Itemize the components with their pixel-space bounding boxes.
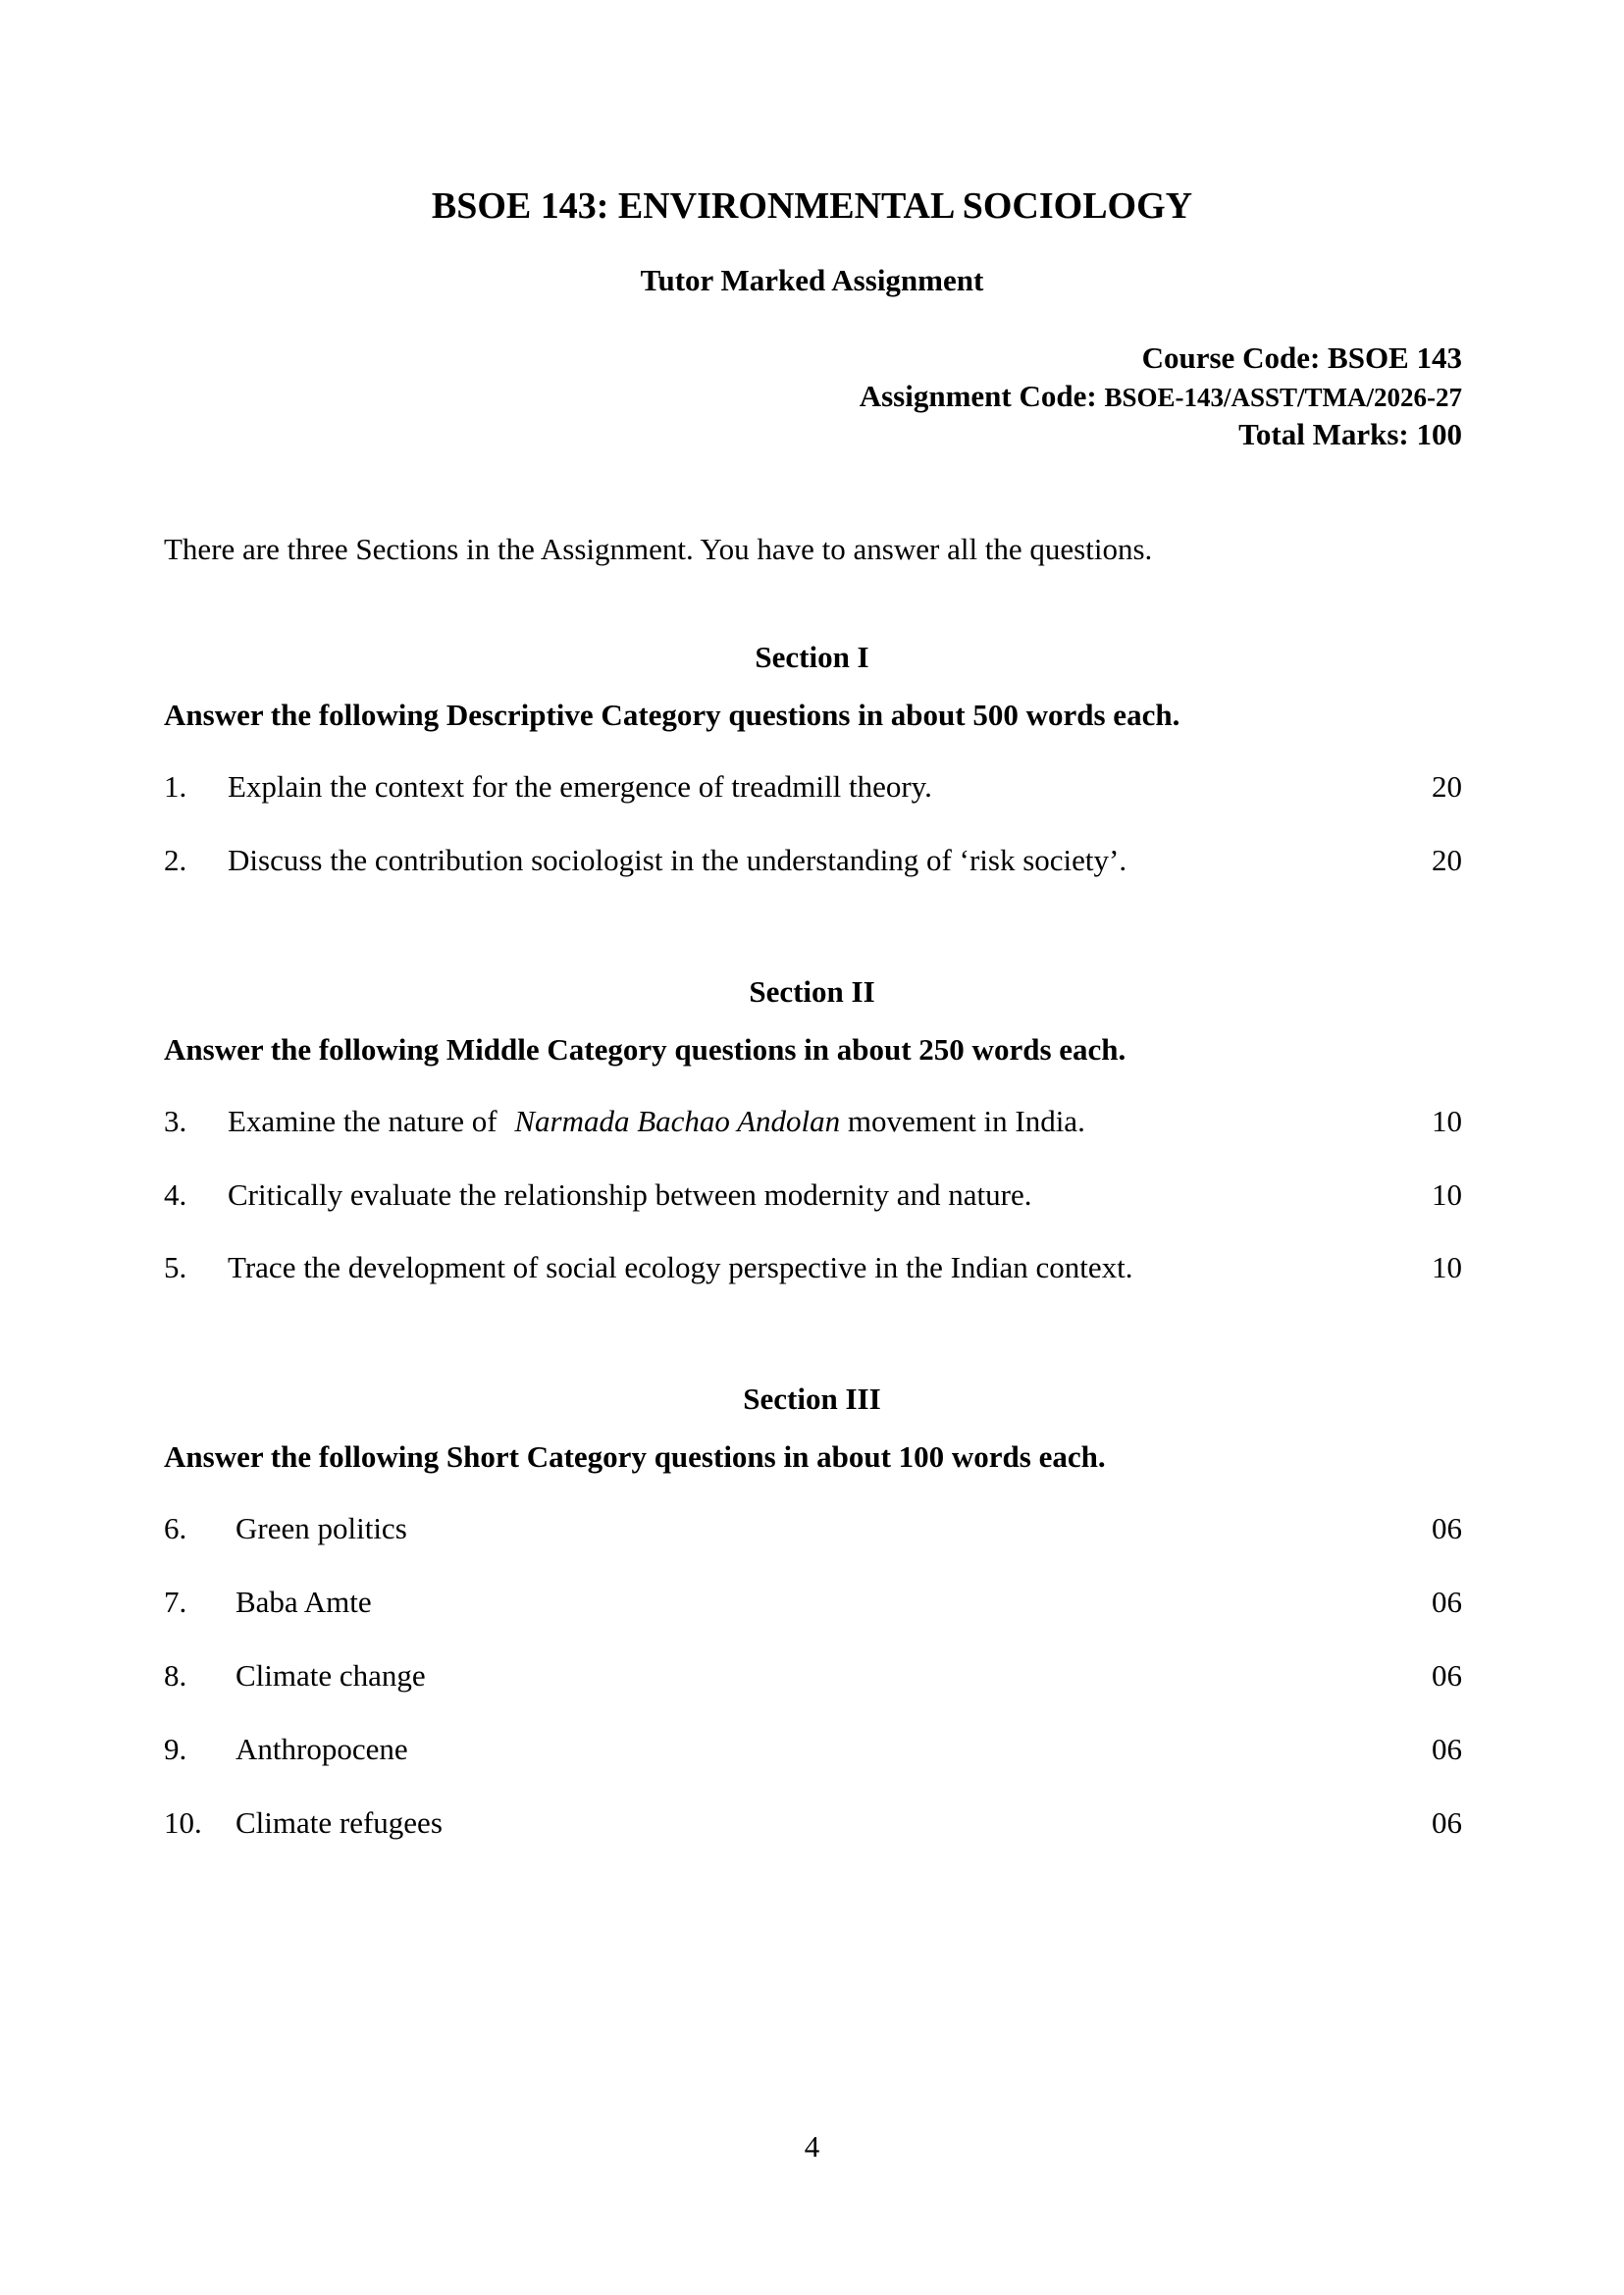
question-marks: 06 [1432,1732,1462,1766]
document-subtitle: Tutor Marked Assignment [640,263,984,297]
question-row [164,1658,1462,1697]
question-number: 5. [164,1250,187,1284]
question-text: Anthropocene [236,1732,408,1766]
question-text: Discuss the contribution sociologist in the understanding of ‘risk society’. [228,843,1127,877]
question-marks: 10 [1432,1177,1462,1212]
question-row [164,769,1462,808]
question-number: 8. [164,1658,187,1693]
course-code: Course Code: BSOE 143 [1141,340,1462,375]
section-instruction: Answer the following Middle Category questions in about 250 words each. [164,1032,1126,1067]
section-heading: Section I [755,640,869,674]
question-text: Baba Amte [236,1585,372,1619]
question-text: Trace the development of social ecology perspective in the Indian context. [228,1250,1133,1284]
section-heading: Section II [749,974,875,1009]
question-number: 10. [164,1805,202,1840]
section-instruction: Answer the following Short Category questions in about 100 words each. [164,1439,1106,1474]
question-marks: 06 [1432,1585,1462,1619]
question-number: 4. [164,1177,187,1212]
question-row [164,1177,1462,1217]
document-title: BSOE 143: ENVIRONMENTAL SOCIOLOGY [431,185,1193,227]
question-number: 1. [164,769,187,804]
question-marks: 06 [1432,1658,1462,1693]
question-marks: 06 [1432,1511,1462,1545]
section-heading: Section III [743,1382,881,1416]
assignment-code [860,379,1462,414]
question-text [228,1104,1085,1139]
question-marks: 10 [1432,1250,1462,1284]
question-row [164,1585,1462,1624]
question-marks: 20 [1432,769,1462,804]
question-marks: 20 [1432,843,1462,877]
question-row [164,1250,1462,1289]
question-row [164,1805,1462,1845]
question-text: Green politics [236,1511,407,1545]
total-marks: Total Marks: 100 [1238,417,1462,451]
question-number: 2. [164,843,187,877]
question-number: 3. [164,1104,187,1138]
page-number: 4 [804,2129,820,2164]
question-marks: 10 [1432,1104,1462,1138]
question-text-post: movement in India. [840,1104,1085,1138]
question-number: 7. [164,1585,187,1619]
question-number: 6. [164,1511,187,1545]
question-marks: 06 [1432,1805,1462,1840]
intro-text: There are three Sections in the Assignment. You have to answer all the questions. [164,532,1153,566]
question-text: Critically evaluate the relationship between modernity and nature. [228,1177,1032,1212]
assignment-code-value: BSOE-143/ASST/TMA/2026-27 [1104,383,1462,412]
question-text: Climate change [236,1658,426,1693]
section-instruction: Answer the following Descriptive Category questions in about 500 words each. [164,698,1180,732]
question-text: Climate refugees [236,1805,443,1840]
question-row [164,843,1462,882]
question-number: 9. [164,1732,187,1766]
question-text-italic: Narmada Bachao Andolan [514,1104,841,1138]
question-row [164,1104,1462,1143]
assignment-code-label: Assignment Code: [859,379,1105,413]
question-row [164,1732,1462,1771]
question-row [164,1511,1462,1550]
question-text: Explain the context for the emergence of treadmill theory. [228,769,932,804]
question-text-pre: Examine the nature of [228,1104,505,1138]
